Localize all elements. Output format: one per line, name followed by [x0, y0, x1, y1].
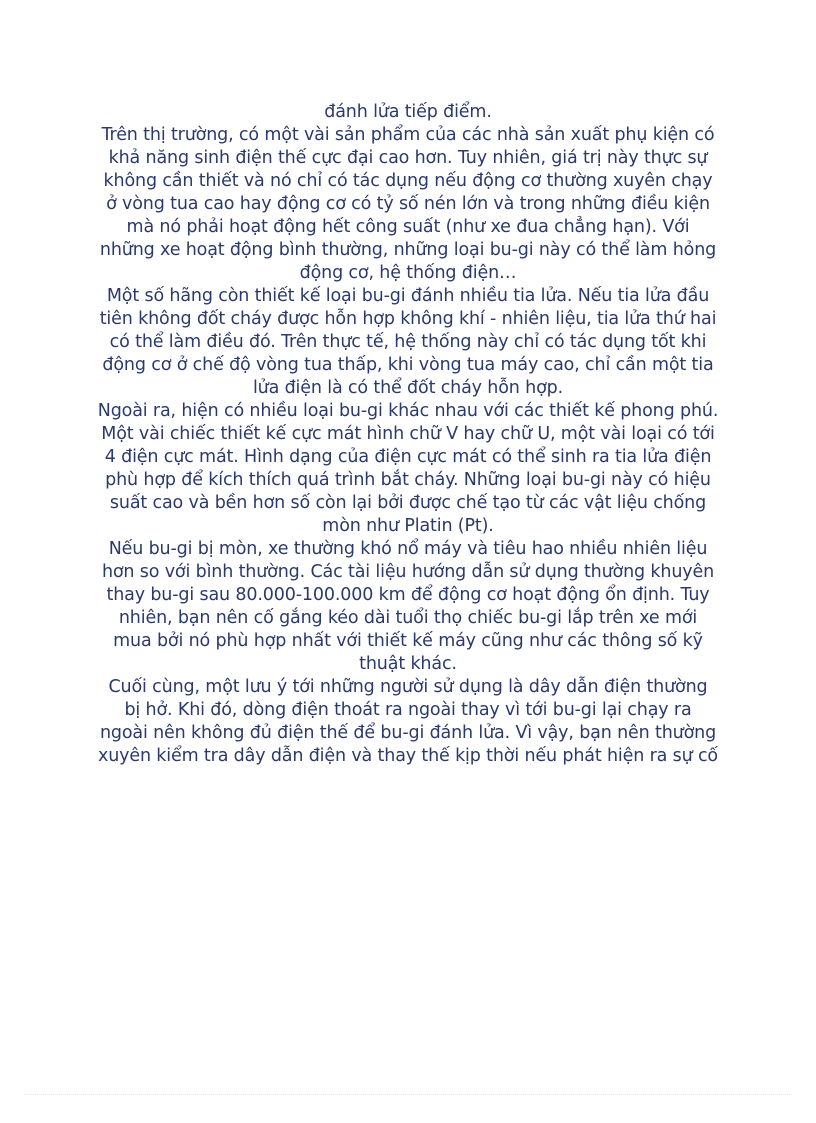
body-text: [96, 101, 720, 768]
text-line: suất cao và bền hơn số còn lại bởi được chế tạo từ các vật liệu chống: [109, 493, 707, 513]
text-line: động cơ, hệ thống điện…: [299, 263, 517, 283]
text-line: đánh lửa tiếp điểm.: [324, 102, 492, 122]
text-line: ngoài nên không đủ điện thế để bu-gi đánh lửa. Vì vậy, bạn nên thường: [99, 723, 717, 743]
text-line: Trên thị trường, có một vài sản phẩm của các nhà sản xuất phụ kiện có: [101, 125, 715, 145]
text-line: bị hở. Khi đó, dòng điện thoát ra ngoài thay vì tới bu-gi lại chạy ra: [124, 700, 692, 720]
text-line: ở vòng tua cao hay động cơ có tỷ số nén lớn và trong những điều kiện: [106, 194, 710, 214]
footer-divider: [24, 1094, 792, 1095]
text-line: Nếu bu-gi bị mòn, xe thường khó nổ máy và tiêu hao nhiều nhiên liệu: [108, 539, 708, 559]
text-line: Cuối cùng, một lưu ý tới những người sử dụng là dây dẫn điện thường: [108, 677, 708, 697]
text-line: 4 điện cực mát. Hình dạng của điện cực mát có thể sinh ra tia lửa điện: [104, 447, 712, 467]
text-line: mòn như Platin (Pt).: [322, 516, 494, 536]
text-line: có thể làm điều đó. Trên thực tế, hệ thống này chỉ có tác dụng tốt khi: [109, 332, 707, 352]
text-line: hơn so với bình thường. Các tài liệu hướng dẫn sử dụng thường khuyên: [101, 562, 715, 582]
text-line: Một số hãng còn thiết kế loại bu-gi đánh nhiều tia lửa. Nếu tia lửa đầu: [106, 286, 710, 306]
text-line: mà nó phải hoạt động hết công suất (như xe đua chẳng hạn). Với: [126, 217, 690, 237]
text-line: thuật khác.: [359, 654, 457, 674]
text-line: thay bu-gi sau 80.000-100.000 km để động cơ hoạt động ổn định. Tuy: [106, 585, 710, 605]
text-line: tiên không đốt cháy được hỗn hợp không khí - nhiên liệu, tia lửa thứ hai: [99, 309, 717, 329]
text-line: nhiên, bạn nên cố gắng kéo dài tuổi thọ chiếc bu-gi lắp trên xe mới: [118, 608, 698, 628]
text-line: lửa điện là có thể đốt cháy hỗn hợp.: [252, 378, 564, 398]
text-line: Ngoài ra, hiện có nhiều loại bu-gi khác nhau với các thiết kế phong phú.: [97, 401, 719, 421]
text-line: xuyên kiểm tra dây dẫn điện và thay thế kịp thời nếu phát hiện ra sự cố: [97, 746, 718, 766]
text-line: Một vài chiếc thiết kế cực mát hình chữ V hay chữ U, một vài loại có tới: [101, 424, 715, 444]
text-line: khả năng sinh điện thế cực đại cao hơn. Tuy nhiên, giá trị này thực sự: [108, 148, 708, 168]
text-line: những xe hoạt động bình thường, những loại bu-gi này có thể làm hỏng: [99, 240, 717, 260]
text-line: không cần thiết và nó chỉ có tác dụng nếu động cơ thường xuyên chạy: [103, 171, 713, 191]
text-line: phù hợp để kích thích quá trình bắt cháy. Những loại bu-gi này có hiệu: [105, 470, 711, 490]
text-line: mua bởi nó phù hợp nhất với thiết kế máy cũng như các thông số kỹ: [113, 631, 703, 651]
text-line: động cơ ở chế độ vòng tua thấp, khi vòng tua máy cao, chỉ cần một tia: [102, 355, 714, 375]
